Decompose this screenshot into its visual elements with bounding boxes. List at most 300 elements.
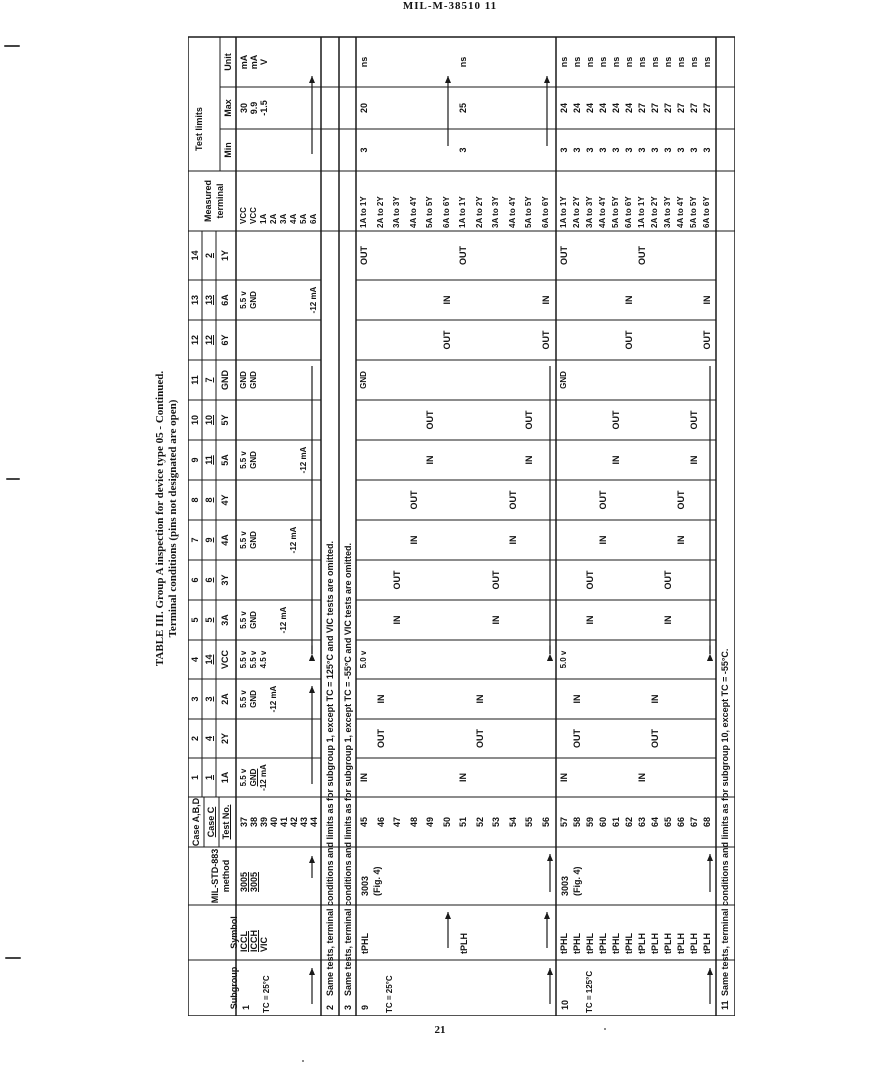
sg10-max-limit: 27 xyxy=(702,103,712,114)
pin-name: 1A xyxy=(220,771,230,784)
sg9-out-condition: OUT xyxy=(540,330,551,350)
pin-name: 2A xyxy=(220,693,230,705)
sg10-in-condition: IN xyxy=(572,694,582,704)
arrow-head xyxy=(309,856,315,863)
sg10-unit: ns xyxy=(559,56,569,68)
sg10-min-limit: 3 xyxy=(598,147,608,153)
pin-number-abd: 4 xyxy=(190,657,200,663)
sg9-in-condition: IN xyxy=(359,773,369,782)
sg1-measured-terminal: 5A xyxy=(299,213,308,224)
sg9-test-no: 51 xyxy=(458,817,468,828)
sg10-test-no: 66 xyxy=(676,817,686,828)
sg10-unit: ns xyxy=(702,56,712,68)
pin-name: 5Y xyxy=(220,414,230,426)
pin-number-abd: 6 xyxy=(190,577,200,583)
sg10-measured-terminal: 3A to 3Y xyxy=(663,196,672,228)
header-unit: Unit xyxy=(223,53,233,71)
sg10-min-limit: 3 xyxy=(585,147,595,153)
sg1-row38-condition: GND xyxy=(249,291,258,309)
pin-number-abd: 2 xyxy=(190,736,200,742)
sg9-unit: ns xyxy=(458,56,468,68)
sg10-test-no: 67 xyxy=(689,817,699,828)
pin-number-abd: 12 xyxy=(190,335,200,346)
sg1-vcc-vic: 4.5 v xyxy=(259,650,268,669)
sg1-row37-condition: 5.5 v xyxy=(239,451,248,469)
pin-number-abd: 11 xyxy=(190,375,200,385)
sg3-note: Same tests, terminal conditions and limits as for subgroup 1, except TC = -55°C and VIC tests are omitted. xyxy=(343,543,353,996)
sg1-row38-condition: GND xyxy=(249,768,258,787)
sg10-symbol: tPLH xyxy=(689,933,699,954)
sg1-test-no: 44 xyxy=(309,817,319,828)
header-symbol: Symbol xyxy=(229,916,239,949)
sg1-clamp-current: -12 mA xyxy=(279,606,288,634)
sg10-min-limit: 3 xyxy=(676,147,686,153)
sg1-measured-terminal: VCC xyxy=(239,207,248,224)
pin-number-abd: 14 xyxy=(190,250,200,261)
sg9-test-no: 52 xyxy=(474,817,485,828)
sg9-vcc: 5.0 v xyxy=(359,650,368,669)
sg9-symbol: tPLH xyxy=(459,933,469,954)
sg10-in-condition: IN xyxy=(689,455,699,465)
arrow-head xyxy=(445,76,451,83)
sg9-test-no: 49 xyxy=(425,817,435,828)
sg1-test-no: 37 xyxy=(239,817,249,828)
sg10-measured-terminal: 5A to 5Y xyxy=(611,196,620,228)
sg10-in-condition: IN xyxy=(611,455,621,465)
pin-name: 1Y xyxy=(220,250,230,262)
header-case-c: Case C xyxy=(206,806,216,838)
sg10-max-limit: 24 xyxy=(559,103,569,114)
sg10-in-condition: IN xyxy=(598,535,608,545)
pin-number-c: 7 xyxy=(204,377,214,383)
sg10-in-condition: IN xyxy=(650,694,660,704)
sg1-row38-condition: GND xyxy=(249,371,258,389)
sg9-measured-terminal: 5A to 5Y xyxy=(524,196,533,228)
sg10-min-limit: 3 xyxy=(624,147,634,153)
pin-number-c: 3 xyxy=(204,696,214,702)
arrow-head xyxy=(547,654,553,661)
sg1-clamp-current: -12 mA xyxy=(259,764,268,791)
sg1-unit: mA xyxy=(239,54,249,70)
table-subtitle: Terminal conditions (pins not designated are open) xyxy=(167,399,179,638)
sg1-row38-condition: 5.5 v xyxy=(249,650,258,669)
sg10-min-limit: 3 xyxy=(663,147,673,153)
sg10-unit: ns xyxy=(676,56,686,68)
sg9-subgroup: 9 xyxy=(360,1004,370,1010)
sg9-test-no: 53 xyxy=(491,817,501,828)
sg10-min-limit: 3 xyxy=(611,147,621,153)
rotated-table-page xyxy=(154,21,735,1016)
sg1-test-no: 42 xyxy=(289,817,299,828)
sg9-test-no: 56 xyxy=(540,817,551,828)
sg1-row37-condition: 5.5 v xyxy=(239,650,248,669)
table-title: TABLE III. Group A inspection for device type 05 - Continued. xyxy=(154,370,166,667)
sg9-max-limit: 25 xyxy=(458,103,468,114)
sg10-in-condition: IN xyxy=(663,615,673,625)
pin-number-abd: 8 xyxy=(190,497,200,503)
sg10-vcc: 5.0 v xyxy=(559,650,568,669)
sg9-max-limit: 20 xyxy=(359,103,369,114)
sg3-subgroup: 3 xyxy=(343,1004,353,1010)
pin-name: 3Y xyxy=(220,574,230,586)
sg9-measured-terminal: 5A to 5Y xyxy=(425,196,434,228)
sg9-out-condition: OUT xyxy=(458,246,468,265)
sg9-test-no: 48 xyxy=(408,817,419,828)
arrow-head xyxy=(707,654,713,661)
sg10-test-no: 63 xyxy=(637,817,647,828)
sg10-out-condition: OUT xyxy=(559,246,569,265)
arrow-head xyxy=(309,686,315,693)
sg9-measured-terminal: 4A to 4Y xyxy=(507,196,517,228)
sg9-test-no: 55 xyxy=(524,817,534,828)
pin-number-abd: 5 xyxy=(190,617,200,623)
sg10-min-limit: 3 xyxy=(637,147,647,153)
sg10-in-condition: IN xyxy=(702,295,712,305)
sg9-measured-terminal: 6A to 6Y xyxy=(540,196,550,228)
sg10-min-limit: 3 xyxy=(689,147,699,153)
sg9-out-condition: OUT xyxy=(441,330,452,350)
scan-mark xyxy=(6,478,20,480)
sg11-subgroup: 11 xyxy=(720,1000,730,1010)
sg10-in-condition: IN xyxy=(559,773,569,782)
sg9-in-condition: IN xyxy=(375,694,386,704)
sg1-test-no: 39 xyxy=(259,817,269,828)
sg1-measured-terminal: 4A xyxy=(289,213,298,224)
sg1-clamp-current: -12 mA xyxy=(309,286,318,314)
sg10-max-limit: 27 xyxy=(676,103,686,114)
sg1-max-limit: 30 xyxy=(239,103,249,114)
pin-number-abd: 7 xyxy=(190,537,200,543)
arrow-head xyxy=(309,654,315,661)
arrow-head xyxy=(544,912,550,919)
sg10-max-limit: 24 xyxy=(598,103,608,114)
sg10-unit: ns xyxy=(637,56,647,68)
sg10-unit: ns xyxy=(585,56,595,68)
pin-number-abd: 3 xyxy=(190,696,200,702)
sg10-symbol: tPHL xyxy=(611,933,621,954)
sg10-max-limit: 27 xyxy=(663,103,673,114)
sg1-unit: V xyxy=(259,59,269,66)
pin-number-c: 11 xyxy=(204,455,214,465)
sg10-symbol: tPLH xyxy=(663,933,673,954)
sg9-out-condition: OUT xyxy=(425,410,435,430)
pin-name: GND xyxy=(220,370,230,390)
sg10-out-condition: OUT xyxy=(624,330,634,350)
pin-name: 3A xyxy=(220,614,230,626)
sg1-measured-terminal: 6A xyxy=(309,213,318,224)
sg9-measured-terminal: 2A to 2Y xyxy=(474,196,484,228)
sg10-symbol: tPHL xyxy=(572,933,582,954)
sg1-test-no: 41 xyxy=(279,817,289,828)
sg1-measured-terminal: 2A xyxy=(269,213,278,224)
arrow-head xyxy=(547,968,553,975)
sg9-gnd: GND xyxy=(359,371,368,389)
sg11-note: Same tests, terminal conditions and limits as for subgroup 10, except TC = -55°C. xyxy=(720,648,730,996)
sg1-max-limit: -1.5 xyxy=(259,100,269,116)
pin-number-c: 12 xyxy=(204,335,214,346)
sg10-gnd: GND xyxy=(559,371,568,389)
pin-number-c: 14 xyxy=(204,654,214,665)
sg1-max-limit: 9.9 xyxy=(249,101,259,115)
pin-number-c: 4 xyxy=(204,736,214,742)
sg10-unit: ns xyxy=(689,56,699,68)
sg9-temp: TC = 25°C xyxy=(385,975,394,1013)
sg10-out-condition: OUT xyxy=(689,410,699,430)
sg1-unit: mA xyxy=(249,54,259,70)
sg9-out-condition: OUT xyxy=(524,410,534,430)
sg1-measured-terminal: VCC xyxy=(249,207,258,224)
sg9-in-condition: IN xyxy=(540,295,551,305)
sg9-in-condition: IN xyxy=(425,455,435,465)
pin-number-c: 5 xyxy=(204,617,214,623)
sg10-test-no: 58 xyxy=(572,817,582,828)
sg9-out-condition: OUT xyxy=(491,570,501,590)
sg10-unit: ns xyxy=(663,56,673,68)
sg10-symbol: tPLH xyxy=(637,933,647,954)
sg10-symbol: tPLH xyxy=(702,933,712,954)
sg10-test-no: 60 xyxy=(598,817,608,828)
sg10-fig: (Fig. 4) xyxy=(572,866,582,896)
sg10-measured-terminal: 1A to 1Y xyxy=(559,196,568,228)
sg1-symbol: ICCL xyxy=(239,931,249,952)
sg10-temp: TC = 125°C xyxy=(585,970,594,1013)
sg9-measured-terminal: 3A to 3Y xyxy=(491,196,500,228)
sg1-row37-condition: 5.5 v xyxy=(239,690,248,708)
sg10-measured-terminal: 4A to 4Y xyxy=(676,196,685,228)
sg10-unit: ns xyxy=(572,56,582,68)
sg1-row37-condition: 5.5 v xyxy=(239,768,248,787)
sg10-max-limit: 27 xyxy=(637,103,647,114)
sg9-measured-terminal: 1A to 1Y xyxy=(458,196,467,228)
sg9-in-condition: IN xyxy=(474,694,485,704)
sg10-symbol: tPLH xyxy=(676,933,686,954)
sg10-measured-terminal: 1A to 1Y xyxy=(637,196,646,228)
sg10-out-condition: OUT xyxy=(702,330,712,350)
sg10-max-limit: 24 xyxy=(572,103,582,114)
sg1-measured-terminal: 1A xyxy=(259,213,268,224)
sg1-symbol: ICCH xyxy=(249,930,259,952)
sg9-method: 3003 xyxy=(360,875,370,896)
sg1-clamp-current: -12 mA xyxy=(269,685,278,713)
header-test-limits: Test limits xyxy=(194,107,204,151)
sg10-unit: ns xyxy=(624,56,634,68)
sg10-out-condition: OUT xyxy=(572,729,582,748)
sg9-in-condition: IN xyxy=(524,455,534,465)
sg10-symbol: tPLH xyxy=(650,933,660,954)
arrow-head xyxy=(544,76,550,83)
sg10-unit: ns xyxy=(611,56,621,68)
sg1-row37-condition: 5.5 v xyxy=(239,291,248,309)
sg10-out-condition: OUT xyxy=(585,570,595,590)
sg1-test-no: 43 xyxy=(299,817,309,828)
sg9-out-condition: OUT xyxy=(507,490,518,510)
header-case-abd: Case A,B,D xyxy=(191,797,201,847)
sg9-in-condition: IN xyxy=(441,295,452,305)
sg1-method: 3005 xyxy=(239,871,249,892)
scan-dot xyxy=(604,1028,606,1030)
sg10-in-condition: IN xyxy=(624,295,634,305)
sg10-measured-terminal: 6A to 6Y xyxy=(702,196,711,228)
pin-number-c: 8 xyxy=(204,497,214,503)
scan-dot xyxy=(302,1060,304,1062)
pin-name: 5A xyxy=(220,454,230,466)
arrow-head xyxy=(445,912,451,919)
pin-number-abd: 10 xyxy=(190,415,200,426)
sg10-min-limit: 3 xyxy=(702,147,712,153)
sg1-clamp-current: -12 mA xyxy=(299,446,308,474)
sg1-row38-condition: GND xyxy=(249,531,258,549)
scan-mark xyxy=(4,45,20,47)
sg9-out-condition: OUT xyxy=(474,729,485,748)
sg2-note: Same tests, terminal conditions and limits as for subgroup 1, except TC = 125°C and VIC tests are omitted. xyxy=(325,541,335,996)
sg9-fig: (Fig. 4) xyxy=(372,866,382,896)
table-grid xyxy=(188,21,735,1016)
header-method: MIL-STD-883 method xyxy=(210,848,231,904)
sg10-subgroup: 10 xyxy=(560,999,570,1010)
sg10-min-limit: 3 xyxy=(650,147,660,153)
sg9-in-condition: IN xyxy=(408,535,419,545)
header-measured-terminal: Measured terminal xyxy=(203,179,225,223)
sg1-test-no: 40 xyxy=(269,817,279,828)
scan-mark xyxy=(5,957,21,959)
sg10-min-limit: 3 xyxy=(572,147,582,153)
sg1-clamp-current: -12 mA xyxy=(289,526,298,554)
sg1-temp: TC = 25°C xyxy=(262,975,271,1013)
sg1-row38-condition: GND xyxy=(249,690,258,708)
page-header: MIL-M-38510 11 xyxy=(402,0,498,12)
pin-name: 6Y xyxy=(220,334,230,346)
header-min: Min xyxy=(223,142,233,158)
sg9-test-no: 45 xyxy=(359,817,369,828)
sg10-symbol: tPHL xyxy=(598,933,608,954)
sg1-row38-condition: GND xyxy=(249,451,258,469)
sg9-measured-terminal: 3A to 3Y xyxy=(392,196,401,228)
sg10-out-condition: OUT xyxy=(598,490,608,510)
sg10-max-limit: 24 xyxy=(611,103,621,114)
sg1-row37-condition: GND xyxy=(239,371,248,389)
sg9-out-condition: OUT xyxy=(392,570,402,590)
sg10-out-condition: OUT xyxy=(650,729,660,748)
pin-number-abd: 1 xyxy=(190,775,200,781)
sg9-measured-terminal: 2A to 2Y xyxy=(375,196,385,228)
sg10-measured-terminal: 4A to 4Y xyxy=(598,196,607,228)
pin-name: VCC xyxy=(220,650,230,670)
arrow-head xyxy=(309,968,315,975)
sg9-out-condition: OUT xyxy=(408,490,419,510)
sg9-test-no: 46 xyxy=(375,817,386,828)
sg10-in-condition: IN xyxy=(676,535,686,545)
sg9-in-condition: IN xyxy=(458,773,468,782)
sg10-measured-terminal: 2A to 2Y xyxy=(572,196,581,228)
sg9-out-condition: OUT xyxy=(375,729,386,748)
header-subgroup: Subgroup xyxy=(229,966,239,1010)
arrow-head xyxy=(309,76,315,83)
sg9-out-condition: OUT xyxy=(359,246,369,265)
sg10-measured-terminal: 6A to 6Y xyxy=(624,196,633,228)
sg9-symbol: tPHL xyxy=(360,933,370,954)
pin-number-abd: 13 xyxy=(190,295,200,306)
sg10-measured-terminal: 3A to 3Y xyxy=(585,196,594,228)
sg10-test-no: 57 xyxy=(559,817,569,828)
sg1-row37-condition: 5.5 v xyxy=(239,611,248,629)
sg10-out-condition: OUT xyxy=(663,570,673,590)
sg1-symbol: VIC xyxy=(259,936,269,952)
pin-number-c: 10 xyxy=(204,415,214,426)
pin-name: 4A xyxy=(220,534,230,546)
pin-number-c: 13 xyxy=(204,295,214,306)
sg10-max-limit: 24 xyxy=(585,103,595,114)
sg10-in-condition: IN xyxy=(585,615,595,625)
sg10-symbol: tPHL xyxy=(585,933,595,954)
sg9-in-condition: IN xyxy=(491,615,501,625)
sg10-out-condition: OUT xyxy=(637,246,647,265)
sg9-in-condition: IN xyxy=(507,535,518,545)
sg2-subgroup: 2 xyxy=(325,1004,335,1010)
sg10-test-no: 62 xyxy=(624,817,634,828)
pin-number-c: 9 xyxy=(204,537,214,543)
sg10-test-no: 65 xyxy=(663,817,673,828)
sg9-unit: ns xyxy=(359,56,369,68)
sg10-max-limit: 27 xyxy=(689,103,699,114)
sg10-out-condition: OUT xyxy=(611,410,621,430)
sg1-measured-terminal: 3A xyxy=(279,213,288,224)
sg1-method: 3005 xyxy=(249,871,259,892)
sg9-measured-terminal: 6A to 6Y xyxy=(441,196,451,228)
pin-name: 2Y xyxy=(220,733,230,745)
sg10-in-condition: IN xyxy=(637,773,647,782)
pin-number-c: 1 xyxy=(204,775,214,781)
pin-number-c: 2 xyxy=(204,253,214,259)
sg10-test-no: 64 xyxy=(650,817,660,828)
arrow-head xyxy=(707,968,713,975)
sg9-min-limit: 3 xyxy=(458,147,468,153)
sg9-test-no: 54 xyxy=(507,817,518,828)
sg10-out-condition: OUT xyxy=(676,490,686,510)
sg9-measured-terminal: 1A to 1Y xyxy=(359,196,368,228)
sg1-subgroup: 1 xyxy=(241,1004,251,1010)
sg1-row37-condition: 5.5 v xyxy=(239,531,248,549)
header-max: Max xyxy=(223,99,233,117)
pin-number-abd: 9 xyxy=(190,457,200,463)
pin-name: 4Y xyxy=(220,494,230,506)
sg10-unit: ns xyxy=(650,56,660,68)
sg10-test-no: 68 xyxy=(702,817,712,828)
arrow-head xyxy=(707,854,713,861)
sg9-min-limit: 3 xyxy=(359,147,369,153)
sg10-symbol: tPHL xyxy=(559,933,569,954)
sg10-max-limit: 27 xyxy=(650,103,660,114)
sg10-test-no: 61 xyxy=(611,817,621,828)
sg9-measured-terminal: 4A to 4Y xyxy=(408,196,418,228)
header-test-no: Test No. xyxy=(221,804,231,840)
sg9-test-no: 47 xyxy=(392,817,402,828)
sg10-test-no: 59 xyxy=(585,817,595,828)
pin-name: 6A xyxy=(220,294,230,306)
pin-number-c: 6 xyxy=(204,577,214,583)
sg10-min-limit: 3 xyxy=(559,147,569,153)
sg9-test-no: 50 xyxy=(441,817,452,828)
sg10-symbol: tPHL xyxy=(624,933,634,954)
sg9-in-condition: IN xyxy=(392,615,402,625)
sg10-method: 3003 xyxy=(560,875,570,896)
sg10-measured-terminal: 5A to 5Y xyxy=(689,196,698,228)
sg10-measured-terminal: 2A to 2Y xyxy=(650,196,659,228)
arrow-head xyxy=(547,854,553,861)
sg10-unit: ns xyxy=(598,56,608,68)
sg10-max-limit: 24 xyxy=(624,103,634,114)
sg1-row38-condition: GND xyxy=(249,611,258,629)
sg1-test-no: 38 xyxy=(249,817,259,828)
